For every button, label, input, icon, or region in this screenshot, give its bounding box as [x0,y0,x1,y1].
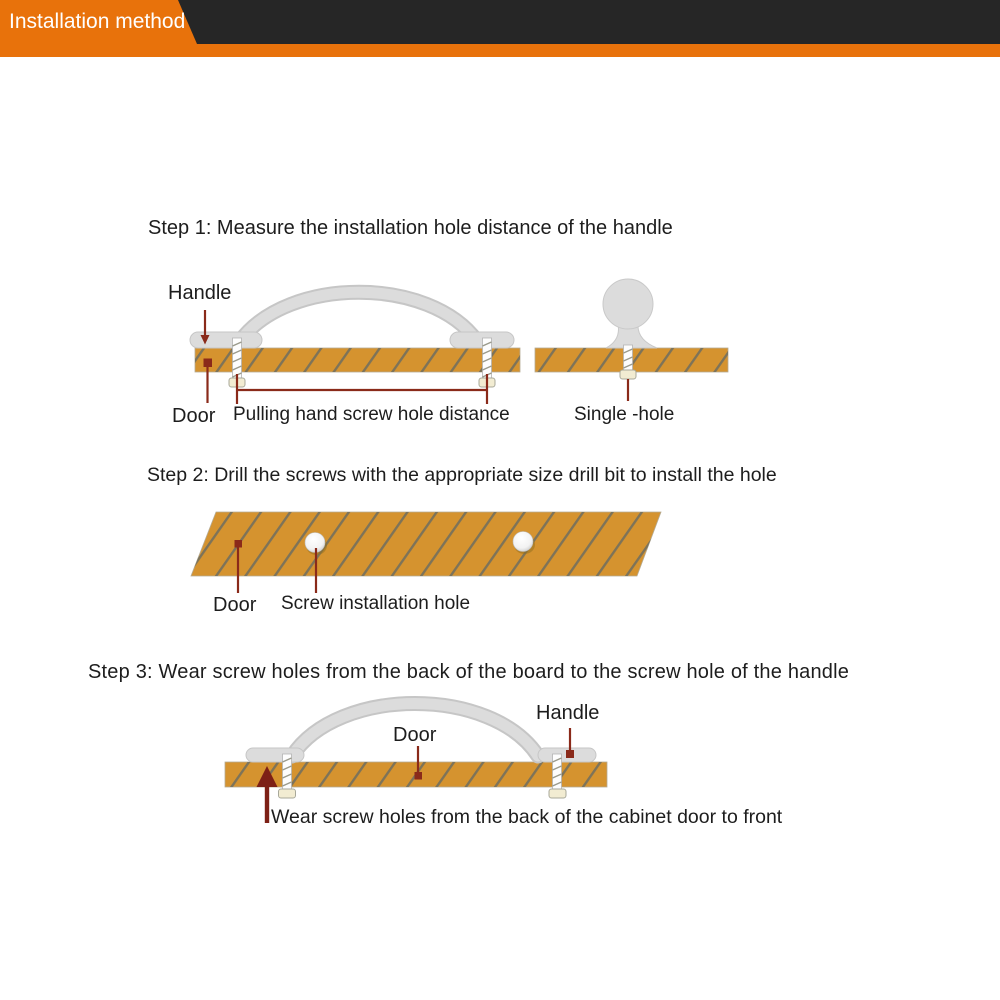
step3-note-label: Wear screw holes from the back of the cabinet door to front [271,806,783,828]
step3-door-label: Door [393,724,437,746]
step1-handle-label: Handle [168,282,232,304]
step3-handle-label: Handle [536,702,600,724]
handle-pointer-line [566,728,574,758]
hole-distance-dimension-line [237,374,487,404]
step1-door-label: Door [172,405,216,427]
door-pointer-line [204,359,213,404]
step1-title: Step 1: Measure the installation hole distance of the handle [148,217,673,239]
step2-diagram [180,500,680,600]
step1-distance-label: Pulling hand screw hole distance [233,404,510,425]
step2-door-label: Door [213,594,257,616]
step1-single-hole-label: Single -hole [574,404,675,425]
door-board-drilled [191,512,661,576]
header-banner [0,0,1000,57]
page-title: Installation method [9,10,186,33]
step2-screw-hole-label: Screw installation hole [281,593,471,614]
knob [603,279,657,348]
step3-title: Step 3: Wear screw holes from the back of the board to the screw hole of the handle [88,661,850,683]
door-board-left [195,348,520,372]
step2-title: Step 2: Drill the screws with the appropriate size drill bit to install the hole [147,464,777,486]
step1-diagram [140,270,760,415]
